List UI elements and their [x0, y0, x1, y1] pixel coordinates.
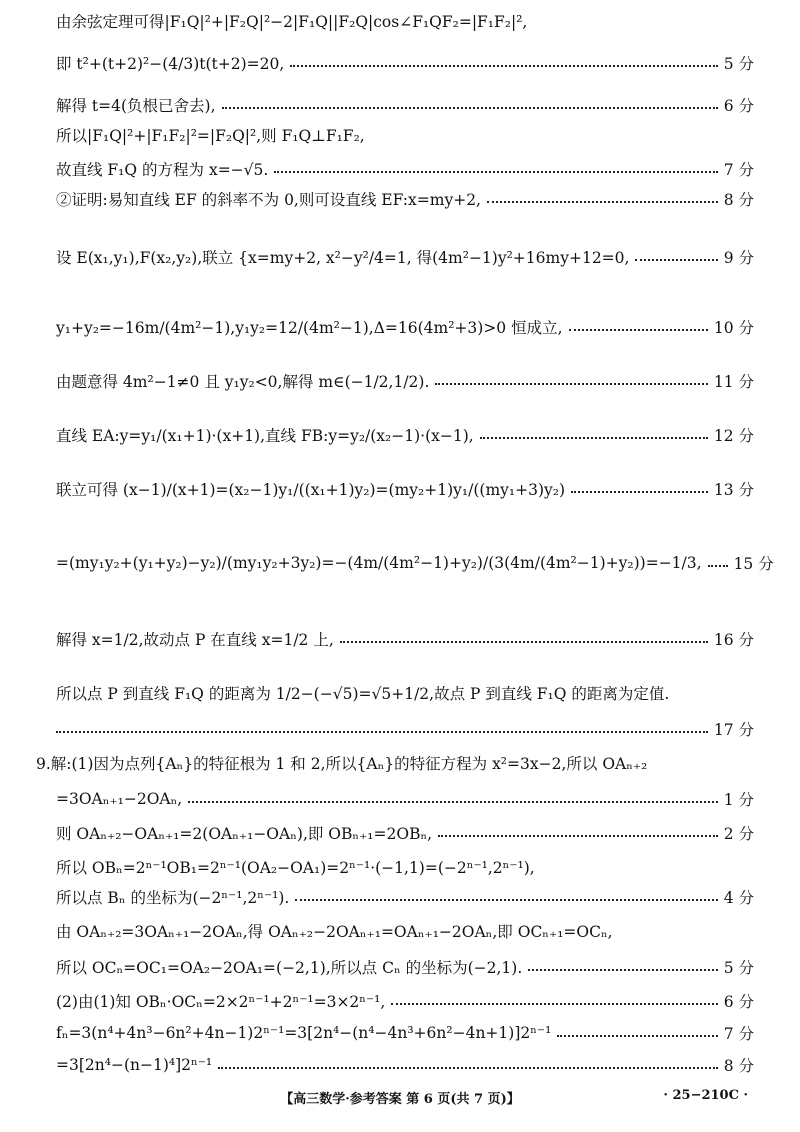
line-text: 9.解:(1)因为点列{Aₙ}的特征根为 1 和 2,所以{Aₙ}的特征方程为 x²=3x−2,所以 OAₙ₊₂	[36, 755, 648, 773]
leader-dots	[188, 801, 717, 803]
line-text: =3OAₙ₊₁−2OAₙ,	[56, 790, 183, 808]
score-label: 5 分	[723, 959, 754, 977]
leader-dots	[290, 65, 717, 67]
line-text: 联立可得 (x−1)/(x+1)=(x₂−1)y₁/((x₁+1)y₂)=(my₂+1)y₁/((my₁+3)y₂)	[56, 481, 566, 499]
score-label: 12 分	[713, 427, 754, 445]
line-text: =(my₁y₂+(y₁+y₂)−y₂)/(my₁y₂+3y₂)=−(4m/(4m²−1)+y₂)/(3(4m/(4m²−1)+y₂))=−1/3,	[56, 554, 702, 572]
score-label: 8 分	[723, 191, 754, 209]
line-text: 直线 EA:y=y₁/(x₁+1)·(x+1),直线 FB:y=y₂/(x₂−1)·(x−1),	[56, 427, 474, 445]
leader-dots	[569, 329, 708, 331]
solution-line-8	[56, 316, 754, 338]
solution-line-25	[56, 1054, 754, 1076]
leader-dots	[274, 171, 717, 173]
footer-code: · 25−210C ·	[663, 1088, 748, 1103]
score-label: 5 分	[723, 55, 754, 73]
leader-dots	[295, 899, 717, 901]
solution-line-14	[56, 682, 754, 704]
score-label: 6 分	[723, 993, 754, 1011]
score-label: 16 分	[713, 631, 754, 649]
solution-line-19	[56, 856, 754, 878]
score-label: 6 分	[723, 97, 754, 115]
solution-line-24	[56, 1022, 754, 1044]
score-label: 11 分	[713, 373, 754, 391]
footer-page-info: 【高三数学·参考答案 第 6 页(共 7 页)】	[280, 1092, 520, 1107]
line-text: 所以|F₁Q|²+|F₁F₂|²=|F₂Q|²,则 F₁Q⊥F₁F₂,	[56, 127, 365, 145]
solution-line-15	[56, 718, 754, 740]
solution-line-20	[56, 886, 754, 908]
line-text: ②证明:易知直线 EF 的斜率不为 0,则可设直线 EF:x=my+2,	[56, 191, 481, 209]
leader-dots	[56, 731, 708, 733]
leader-dots	[480, 437, 708, 439]
score-label: 4 分	[723, 889, 754, 907]
score-label: 8 分	[723, 1057, 754, 1075]
leader-dots	[635, 259, 717, 261]
solution-line-4	[56, 124, 754, 146]
score-label: 15 分	[733, 555, 774, 573]
line-text: 由题意得 4m²−1≠0 且 y₁y₂<0,解得 m∈(−1/2,1/2).	[56, 373, 430, 391]
solution-line-12	[56, 552, 774, 574]
solution-line-2	[56, 52, 754, 74]
line-text: fₙ=3(n⁴+4n³−6n²+4n−1)2ⁿ⁻¹=3[2n⁴−(n⁴−4n³+6n²−4n+1)]2ⁿ⁻¹	[56, 1024, 552, 1042]
score-label: 17 分	[713, 721, 754, 739]
leader-dots	[557, 1035, 717, 1037]
score-label: 7 分	[723, 161, 754, 179]
solution-line-22	[56, 956, 754, 978]
solution-line-16	[36, 752, 754, 774]
leader-dots	[438, 835, 718, 837]
line-text: =3[2n⁴−(n−1)⁴]2ⁿ⁻¹	[56, 1056, 213, 1074]
leader-dots	[528, 969, 717, 971]
solution-line-18	[56, 822, 754, 844]
line-text: 所以点 P 到直线 F₁Q 的距离为 1/2−(−√5)=√5+1/2,故点 P 到直线 F₁Q 的距离为定值.	[56, 685, 670, 703]
score-label: 10 分	[713, 319, 754, 337]
solution-line-6	[56, 188, 754, 210]
solution-line-9	[56, 370, 754, 392]
score-label: 13 分	[713, 481, 754, 499]
line-text: 由 OAₙ₊₂=3OAₙ₊₁−2OAₙ,得 OAₙ₊₂−2OAₙ₊₁=OAₙ₊₁−2OAₙ,即 OCₙ₊₁=OCₙ,	[56, 923, 613, 941]
line-text: 解得 t=4(负根已舍去),	[56, 97, 216, 115]
score-label: 9 分	[723, 249, 754, 267]
score-label: 2 分	[723, 825, 754, 843]
line-text: 则 OAₙ₊₂−OAₙ₊₁=2(OAₙ₊₁−OAₙ),即 OBₙ₊₁=2OBₙ,	[56, 825, 433, 843]
line-text: 所以 OCₙ=OC₁=OA₂−2OA₁=(−2,1),所以点 Cₙ 的坐标为(−2,1).	[56, 959, 523, 977]
leader-dots	[708, 565, 728, 567]
solution-line-17	[56, 788, 754, 810]
line-text: 解得 x=1/2,故动点 P 在直线 x=1/2 上,	[56, 631, 334, 649]
solution-line-11	[56, 478, 754, 500]
solution-line-5	[56, 158, 754, 180]
leader-dots	[340, 641, 708, 643]
solution-line-3	[56, 94, 754, 116]
leader-dots	[571, 491, 708, 493]
solution-line-10	[56, 424, 754, 446]
line-text: 设 E(x₁,y₁),F(x₂,y₂),联立 {x=my+2, x²−y²/4=1, 得(4m²−1)y²+16my+12=0,	[56, 249, 630, 267]
line-text: (2)由(1)知 OBₙ·OCₙ=2×2ⁿ⁻¹+2ⁿ⁻¹=3×2ⁿ⁻¹,	[56, 993, 386, 1011]
line-text: 由余弦定理可得|F₁Q|²+|F₂Q|²−2|F₁Q||F₂Q|cos∠F₁QF₂=|F₁F₂|²,	[56, 13, 528, 31]
solution-line-21	[56, 920, 754, 942]
solution-line-1	[56, 10, 754, 32]
page-footer	[0, 1088, 800, 1112]
leader-dots	[218, 1067, 718, 1069]
line-text: 故直线 F₁Q 的方程为 x=−√5.	[56, 161, 269, 179]
leader-dots	[487, 201, 718, 203]
line-text: y₁+y₂=−16m/(4m²−1),y₁y₂=12/(4m²−1),Δ=16(4m²+3)>0 恒成立,	[56, 319, 563, 337]
leader-dots	[391, 1003, 717, 1005]
leader-dots	[222, 107, 718, 109]
score-label: 7 分	[723, 1025, 754, 1043]
solution-line-7	[56, 246, 754, 268]
line-text: 所以 OBₙ=2ⁿ⁻¹OB₁=2ⁿ⁻¹(OA₂−OA₁)=2ⁿ⁻¹·(−1,1)=(−2ⁿ⁻¹,2ⁿ⁻¹),	[56, 859, 535, 877]
line-text: 即 t²+(t+2)²−(4/3)t(t+2)=20,	[56, 55, 285, 73]
leader-dots	[435, 383, 707, 385]
line-text: 所以点 Bₙ 的坐标为(−2ⁿ⁻¹,2ⁿ⁻¹).	[56, 889, 290, 907]
score-label: 1 分	[723, 791, 754, 809]
solution-line-13	[56, 628, 754, 650]
solution-line-23	[56, 990, 754, 1012]
